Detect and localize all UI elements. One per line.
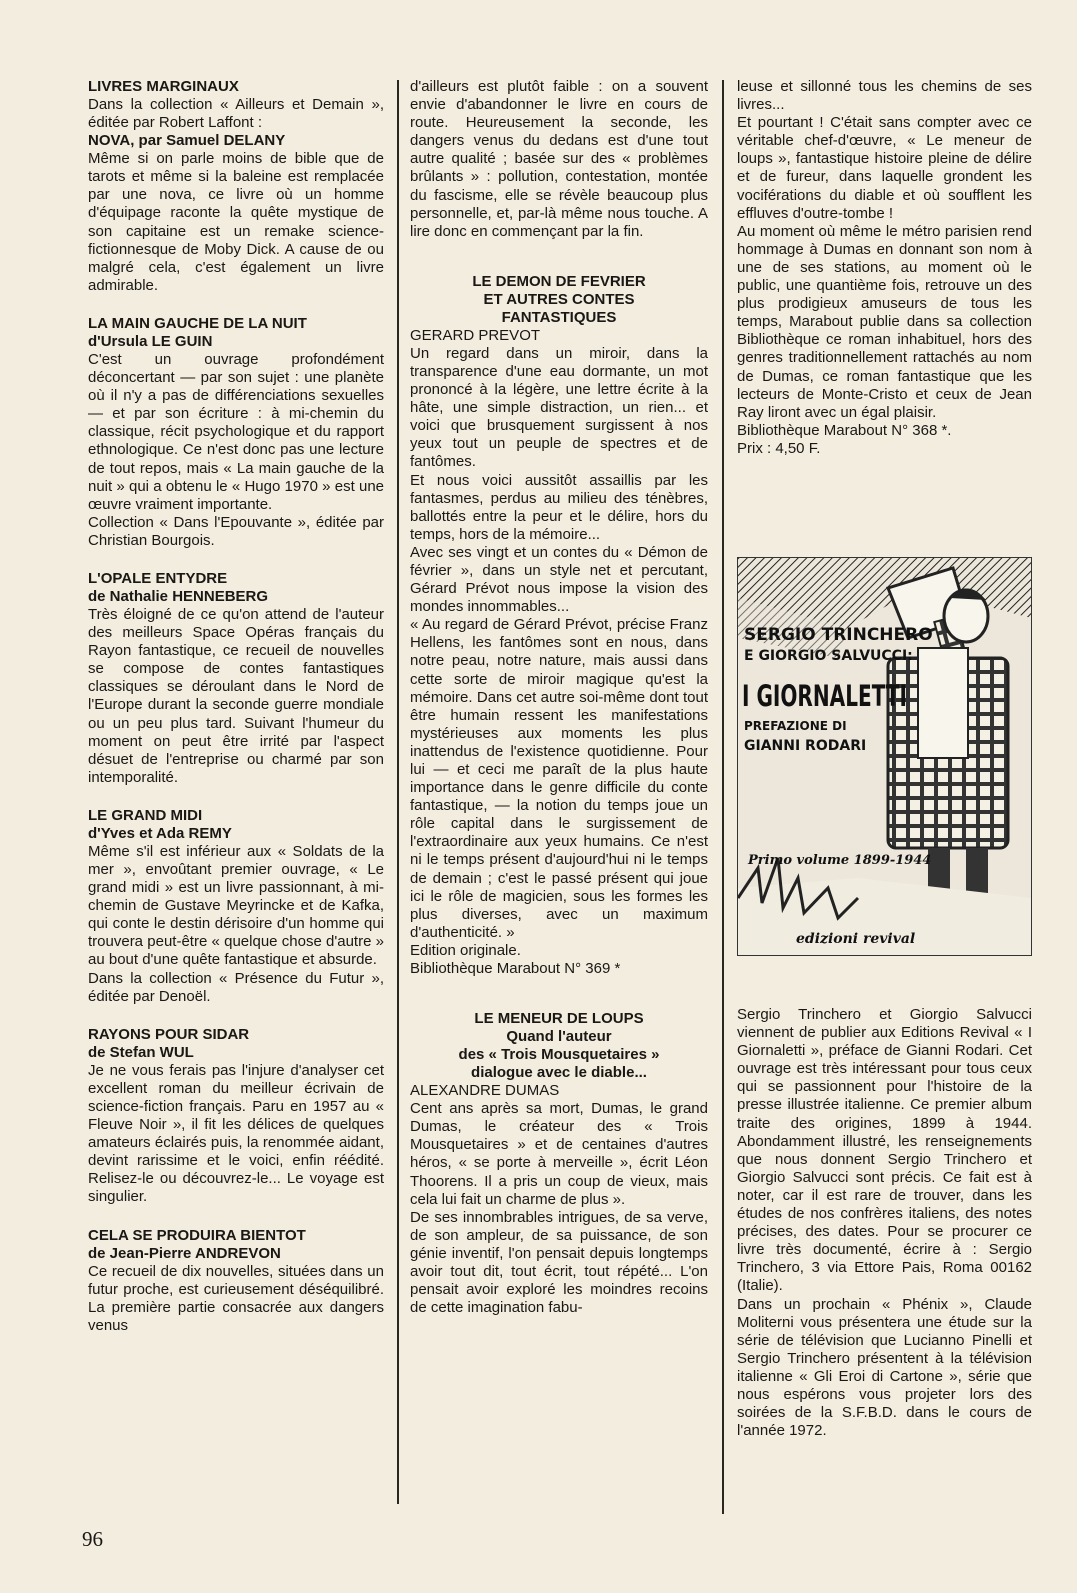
paragraph: Bibliothèque Marabout N° 369 * xyxy=(410,960,621,978)
review-rayons-pour-sidar xyxy=(88,1026,384,1207)
paragraph: Au moment où même le métro parisien rend hommage à Dumas en donnant son nom à une de ses stations, au moment où le public, une quantième fois, retrouve un des plus prodigieux amuseurs de tous les temps, Marabout publie dans sa collection Bibliothèque ce roman inhabituel, hors des genres traditionnellement rattachés au nom de Dumas, ce roman fantastique que les lecteurs de Monte-Cristo et ceux de Jean Ray liront avec un égal plaisir. xyxy=(737,222,1032,421)
column-rule xyxy=(397,80,399,1504)
paragraph: Bibliothèque Marabout N° 368 *. xyxy=(737,421,952,439)
paragraph: Edition originale. xyxy=(410,941,521,959)
section-note: Dans la collection « Présence du Futur », éditée par Denoël. xyxy=(88,969,384,1005)
column-3 xyxy=(737,78,1032,458)
section-body: Même s'il est inférieur aux « Soldats de la mer », envoûtant premier ouvrage, « Le grand midi » est un livre passionnant, à mi-chemin de Gustave Meyrincke et de Kafka, qui conte le destin dérisoire d'un homme qui trouvera peut-être « quelque chose d'autre » au bout d'une quête fantastique et absurde. xyxy=(88,842,384,969)
section-heading: RAYONS POUR SIDAR xyxy=(88,1025,250,1043)
review-grand-midi xyxy=(88,807,384,1006)
paragraph: « Au regard de Gérard Prévot, précise Franz Hellens, les fantômes sont en nous, dans notre peau, notre nature, mais aussi dans cette sorte de miroir magique qu'est la mémoire. Dans cet autre soi-même dont tout être humain ressent les manifestations mystérieuses aux moments les plus inattendus de l'existence quotidienne. Pour lui — et ceci me paraît de la plus haute importance dans le genre difficile du conte fantastique, — la notion du temps joue un rôle capital dans le surgissement de l'extraordinaire aux yeux humains. Ce n'est ni le temps présent d'aujourd'hui ni le temps de demain ; c'est le passé présent qui joue ici le rôle de magicien, sous les formes les plus diverses, avec un maximum d'authenticité. » xyxy=(410,616,708,941)
review-cela-se-produira xyxy=(88,1227,384,1335)
column-1 xyxy=(88,78,384,1355)
section-subheading: de Nathalie HENNEBERG xyxy=(88,587,269,605)
paragraph: leuse et sillonné tous les chemins de ses livres... xyxy=(737,78,1032,114)
paragraph: Et nous voici aussitôt assaillis par les fantasmes, perdus au milieu des ténèbres, ballottés entre la peur et le délire, hors du temps, hors de la mémoire... xyxy=(410,471,708,543)
section-body: Très éloigné de ce qu'on attend de l'auteur des meilleurs Space Opéras français du Rayon fantastique, ce recueil de nouvelles se compose de contes fantastiques classiques se déroulant dans le Nord de l'Europe durant la seconde guerre mondiale ou un peu plus tard. Suivant l'humeur du moment on peut être irrité par l'aspect désuet de l'entreprise ou charmé par son intemporalité. xyxy=(88,605,384,786)
section-author: ALEXANDRE DUMAS xyxy=(410,1082,560,1100)
paragraph: Sergio Trinchero et Giorgio Salvucci viennent de publier aux Editions Revival « I Giornaletti », préface de Gianni Rodari. Cet ouvrage est très intéressant pour tous ceux qui se passionnent pour l'histoire de la presse illustrée italienne. Ce premier album traite des origines, 1899 à 1944. Abondamment illustré, les renseignements que nous donnent Sergio Trinchero et Giorgio Salvucci sont précis. Ce fait est à noter, car il est rare de trouver, dans les études de nos confrères italiens, des notes précises, des dates. Pour se procurer ce livre très documenté, écrire à : Sergio Trinchero, 3 via Ettore Pais, Roma 00162 (Italie). xyxy=(737,1006,1032,1295)
section-heading: ET AUTRES CONTES xyxy=(483,290,635,308)
section-header xyxy=(410,1010,708,1100)
paragraph: Avec ses vingt et un contes du « Démon de février », dans un style net et percutant, Gérard Prévot nous impose la vision des mondes innommables... xyxy=(410,543,708,616)
section-body: Ce recueil de dix nouvelles, situées dans un futur proche, est curieusement déséquilibré. La première partie consacrée aux dangers venus xyxy=(88,1262,384,1334)
column-2 xyxy=(410,78,708,1337)
review-opale-entydre xyxy=(88,570,384,787)
section-subheading: NOVA, par Samuel DELANY xyxy=(88,132,286,150)
section-body: C'est un ouvrage profondément déconcertant — par son sujet : une planète où il n'y a pas de différenciations sexuelles — et par son écriture : à mi-chemin du classique, récit psychologique et du rapport ethnologique. Ce n'est donc pas une lecture de tout repos, mais « La main gauche de la nuit » qui a obtenu le « Hugo 1970 » est une œuvre vraiment importante. xyxy=(88,350,384,513)
column-3-lower xyxy=(737,1006,1032,1440)
section-note: Collection « Dans l'Epouvante », éditée par Christian Bourgois. xyxy=(88,513,384,549)
section-subheading: d'Yves et Ada REMY xyxy=(88,824,232,842)
paragraph: De ses innombrables intrigues, de sa verve, de son ampleur, de sa puissance, de son génie inventif, l'on pensait depuis longtemps avoir tout dit, tout écrit, tout répété... L'on pensait avoir exploré les moindres recoins de cette imagination fabu- xyxy=(410,1208,708,1317)
section-subheading: de Stefan WUL xyxy=(88,1043,194,1061)
section-subheading: de Jean-Pierre ANDREVON xyxy=(88,1244,281,1262)
cover-preface-label: PREFAZIONE DI xyxy=(744,719,847,733)
cover-publisher: edizioni revival xyxy=(796,931,916,947)
continued-text xyxy=(410,78,708,241)
section-heading: LA MAIN GAUCHE DE LA NUIT xyxy=(88,314,307,332)
paragraph: Dans un prochain « Phénix », Claude Moliterni vous présentera une étude sur la série de télévision que Lucianno Pinelli et Sergio Trinchero présentent à la télévision italienne « Gli Eroi di Cartone », série que nous espérons vous projeter lors des soirées de la S.F.B.D. dans le cours de l'année 1972. xyxy=(737,1295,1032,1440)
section-body: Même si on parle moins de bible que de tarots et même si la baleine est remplacée par une nova, ce livre où un homme d'équipage raconte la quête mystique de son capitaine est un remake science-fictionnesque de Moby Dick. A cause de ou malgré cela, c'est également un livre admirable. xyxy=(88,150,384,294)
book-cover-illustration xyxy=(737,557,1032,956)
paragraph: Un regard dans un miroir, dans la transparence d'une eau dormante, un mot prononcé à la légère, une lettre écrite à la hâte, une simple distraction, un rien... et voici que brusquement surgissent à nos yeux tout un peuple de spectres et de fantômes. xyxy=(410,344,708,471)
section-heading: LE GRAND MIDI xyxy=(88,806,203,824)
section-subheading: des « Trois Mousquetaires » xyxy=(458,1046,660,1064)
review-demon-de-fevrier xyxy=(410,273,708,978)
section-heading: LE DEMON DE FEVRIER xyxy=(472,272,646,290)
cover-line-2: E GIORGIO SALVUCCI: xyxy=(744,648,913,664)
section-author: GERARD PREVOT xyxy=(410,326,541,344)
review-meneur-de-loups xyxy=(410,1010,708,1317)
section-heading: CELA SE PRODUIRA BIENTOT xyxy=(88,1226,306,1244)
page-number: 96 xyxy=(82,1527,103,1551)
section-subheading: Quand l'auteur xyxy=(506,1028,612,1046)
paragraph: Prix : 4,50 F. xyxy=(737,439,821,457)
section-body: d'ailleurs est plutôt faible : on a souvent envie d'abandonner le livre en cours de route. Heureusement la seconde, les dangers venus du dedans est d'une tout autre qualité ; basée sur des « problèmes brûlants » : pollution, contestation, montée du fascisme, elle se révèle beaucoup plus personnelle, et, par-là même nous touche. A lire donc en commençant par la fin. xyxy=(410,78,708,240)
section-heading: FANTASTIQUES xyxy=(501,308,617,326)
column-rule xyxy=(722,80,724,1514)
paragraph: Et pourtant ! C'était sans compter avec ce véritable chef-d'œuvre, « Le meneur de loups », fantastique histoire pleine de délire et de fureur, dans laquelle grondent les vociférations du diable et où soufflent les effluves d'outre-tombe ! xyxy=(737,114,1032,222)
section-intro: Dans la collection « Ailleurs et Demain », éditée par Robert Laffont : xyxy=(88,96,384,132)
section-heading: L'OPALE ENTYDRE xyxy=(88,569,228,587)
review-main-gauche xyxy=(88,315,384,550)
section-subheading: dialogue avec le diable... xyxy=(471,1064,647,1082)
cover-line-1: SERGIO TRINCHERO xyxy=(744,625,933,645)
section-header xyxy=(410,273,708,345)
section-subheading: d'Ursula LE GUIN xyxy=(88,332,213,350)
cover-title: I GIORNALETTI xyxy=(742,679,907,713)
cover-preface-name: GIANNI RODARI xyxy=(744,738,867,754)
cover-volume: Primo volume 1899-1944 xyxy=(748,853,932,868)
section-body: Je ne vous ferais pas l'injure d'analyser cet excellent roman du meilleur écrivain de science-fiction français. Paru en 1957 au « Fleuve Noir », il fit les délices de quelques amateurs éclairés puis, la renommée aidant, devint rarissime et le voici, enfin réédité. Relisez-le ou découvrez-le... Le voyage est singulier. xyxy=(88,1061,384,1206)
section-heading: LE MENEUR DE LOUPS xyxy=(474,1010,644,1028)
paragraph: Cent ans après sa mort, Dumas, le grand Dumas, le créateur des « Trois Mousquetaires » et de centaines d'autres héros, « se porte à merveille », écrit Léon Thoorens. Il a pris un coup de vieux, mais cela lui fait un charme de plus ». xyxy=(410,1100,708,1208)
section-heading: LIVRES MARGINAUX xyxy=(88,78,239,95)
review-livres-marginaux xyxy=(88,78,384,295)
